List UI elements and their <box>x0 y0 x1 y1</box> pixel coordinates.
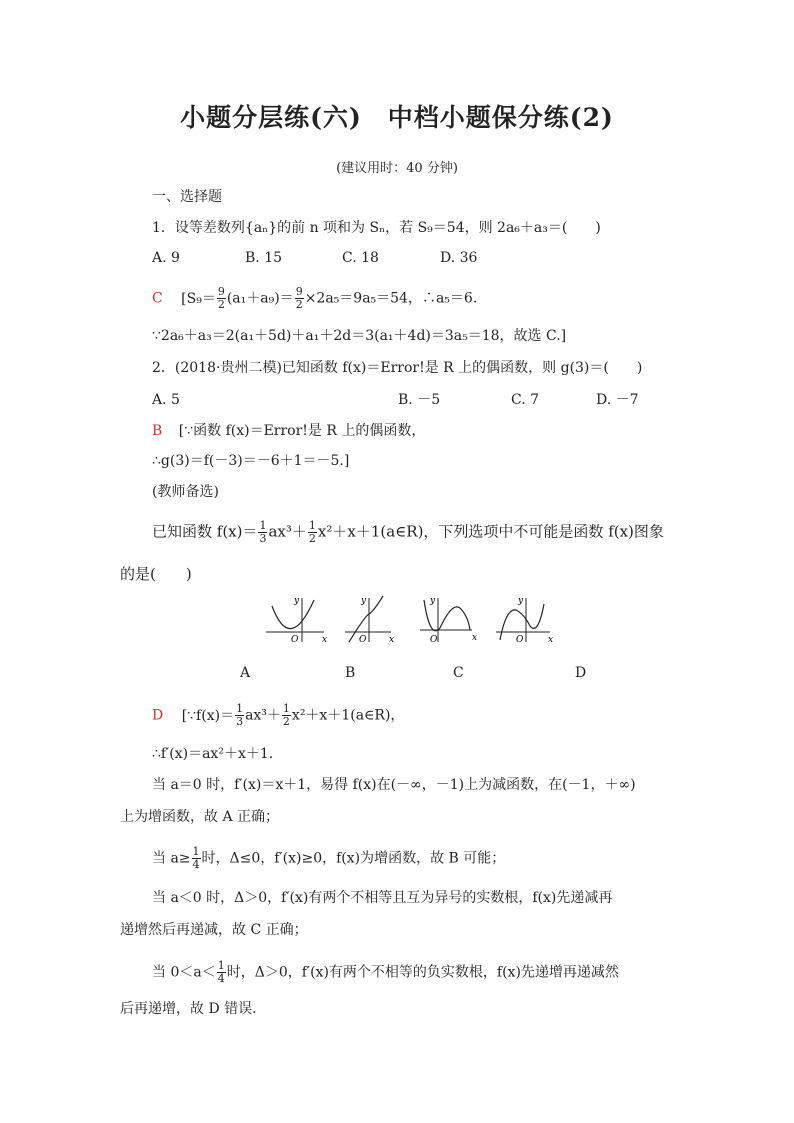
q3-solution-line5: 当 a≥ $\frac{1}{4}$ 时，Δ≤0，f′(x)≥0，f(x)为增函数，故 B 可能； <box>152 845 506 871</box>
page-title: 小题分层练(六) 中档小题保分练(2) <box>180 103 614 132</box>
q1-stem: 1．设等差数列{aₙ}的前 n 项和为 Sₙ，若 S₉＝54，则 2a₆＋a₃＝( ) <box>152 220 601 236</box>
q1-option-c: C. 18 <box>342 250 379 266</box>
q1-solution-line2: ∵2a₆＋a₃＝2(a₁＋5d)＋a₁＋2d＝3(a₁＋4d)＝3a₅＝18，故选 C.] <box>152 328 567 344</box>
q3-sol-frac-one-half: $\frac{1}{2}$ <box>282 702 290 728</box>
q3-frac-one-half: $\frac{1}{2}$ <box>308 519 316 545</box>
q3-stem-line1: 已知函数 f(x)＝ $\frac{1}{3}$ ax³＋ $\frac{1}{2}$ x²＋x＋1(a∈R)，下列选项中不可能是函数 f(x)图象 <box>152 519 664 545</box>
q3-frac-one-quarter-a: $\frac{1}{4}$ <box>192 845 200 871</box>
graph-c <box>418 594 480 644</box>
graph-d <box>494 594 556 644</box>
svg-text:y: y <box>361 596 367 606</box>
svg-text:x: x <box>389 635 395 644</box>
q2-stem: 2．(2018·贵州二模)已知函数 f(x)＝Error!是 R 上的偶函数，则 g(3)＝( ) <box>152 360 643 376</box>
graph-b <box>343 594 399 644</box>
q3-frac-one-quarter-b: $\frac{1}{4}$ <box>217 959 225 985</box>
q1-frac-9-2-first: $\frac{9}{2}$ <box>217 285 225 311</box>
q1-sol-part-a: [S₉＝ <box>181 290 216 307</box>
q2-sol-text: [∵函数 f(x)＝Error!是 R 上的偶函数， <box>178 423 426 439</box>
section-heading: 一、选择题 <box>152 189 222 205</box>
svg-text:O: O <box>430 635 438 644</box>
graph-a <box>264 594 330 644</box>
svg-text:O: O <box>291 635 299 644</box>
q2-option-b: B. －5 <box>398 392 441 408</box>
q1-sol-part-c: ×2a₅＝9a₅＝54，∴a₅＝6. <box>304 290 478 307</box>
graph-label-a: A <box>240 665 251 681</box>
svg-text:O: O <box>359 635 367 644</box>
q3-solution-line9: 后再递增，故 D 错误. <box>120 1001 257 1017</box>
q1-option-a: A. 9 <box>152 250 180 266</box>
q3-solution-line3: 当 a＝0 时，f′(x)＝x＋1，易得 f(x)在(－∞，－1)上为减函数，在(－1，＋∞) <box>152 777 636 793</box>
q2-answer-letter: B <box>152 423 163 439</box>
svg-text:y: y <box>518 596 524 606</box>
q3-answer-letter: D <box>152 707 164 724</box>
q3-solution-line6: 当 a＜0 时，Δ＞0，f′(x)有两个不相等且互为异号的实数根，f(x)先递减再 <box>152 890 613 906</box>
q2-solution-line2: ∴g(3)＝f(－3)＝－6＋1＝－5.] <box>152 453 350 469</box>
graph-label-d: D <box>575 665 587 681</box>
q1-frac-9-2-second: $\frac{9}{2}$ <box>295 285 303 311</box>
q3-solution-line8: 当 0＜a＜ $\frac{1}{4}$ 时，Δ＞0，f′(x)有两个不相等的负实数根，f(x)先递增再递减然 <box>152 959 619 985</box>
svg-text:x: x <box>322 635 328 644</box>
svg-text:y: y <box>294 596 300 606</box>
svg-text:x: x <box>548 635 554 644</box>
q3-sol-frac-one-third: $\frac{1}{3}$ <box>236 702 244 728</box>
q2-option-d: D. －7 <box>596 392 639 408</box>
q1-solution-line1 <box>152 286 477 311</box>
q1-sol-part-b: (a₁＋a₉)＝ <box>226 290 294 307</box>
svg-text:x: x <box>472 633 478 643</box>
q3-frac-one-third: $\frac{1}{3}$ <box>259 519 267 545</box>
graph-label-b: B <box>345 665 356 681</box>
q2-option-c: C. 7 <box>511 392 540 408</box>
teacher-note: (教师备选) <box>152 484 219 500</box>
q3-solution-line2: ∴f′(x)＝ax²＋x＋1. <box>152 746 274 762</box>
q3-solution-line1: D [∵f(x)＝ $\frac{1}{3}$ ax³＋ $\frac{1}{2}$ x²＋x＋1(a∈R)， <box>152 702 405 728</box>
q2-option-a: A. 5 <box>152 392 180 408</box>
q1-answer-letter: C <box>152 290 163 307</box>
q3-solution-line4: 上为增函数，故 A 正确； <box>120 809 280 825</box>
q1-option-b: B. 15 <box>245 250 283 266</box>
svg-text:y: y <box>430 596 436 606</box>
page-subtitle: (建议用时：40 分钟) <box>336 161 458 176</box>
q2-solution-line1 <box>152 422 425 440</box>
q3-solution-line7: 递增然后再递减，故 C 正确； <box>120 922 308 938</box>
graph-label-c: C <box>453 665 464 681</box>
q1-option-d: D. 36 <box>440 250 478 266</box>
svg-text:O: O <box>516 635 524 644</box>
q3-stem-line2: 的是( ) <box>120 565 192 583</box>
